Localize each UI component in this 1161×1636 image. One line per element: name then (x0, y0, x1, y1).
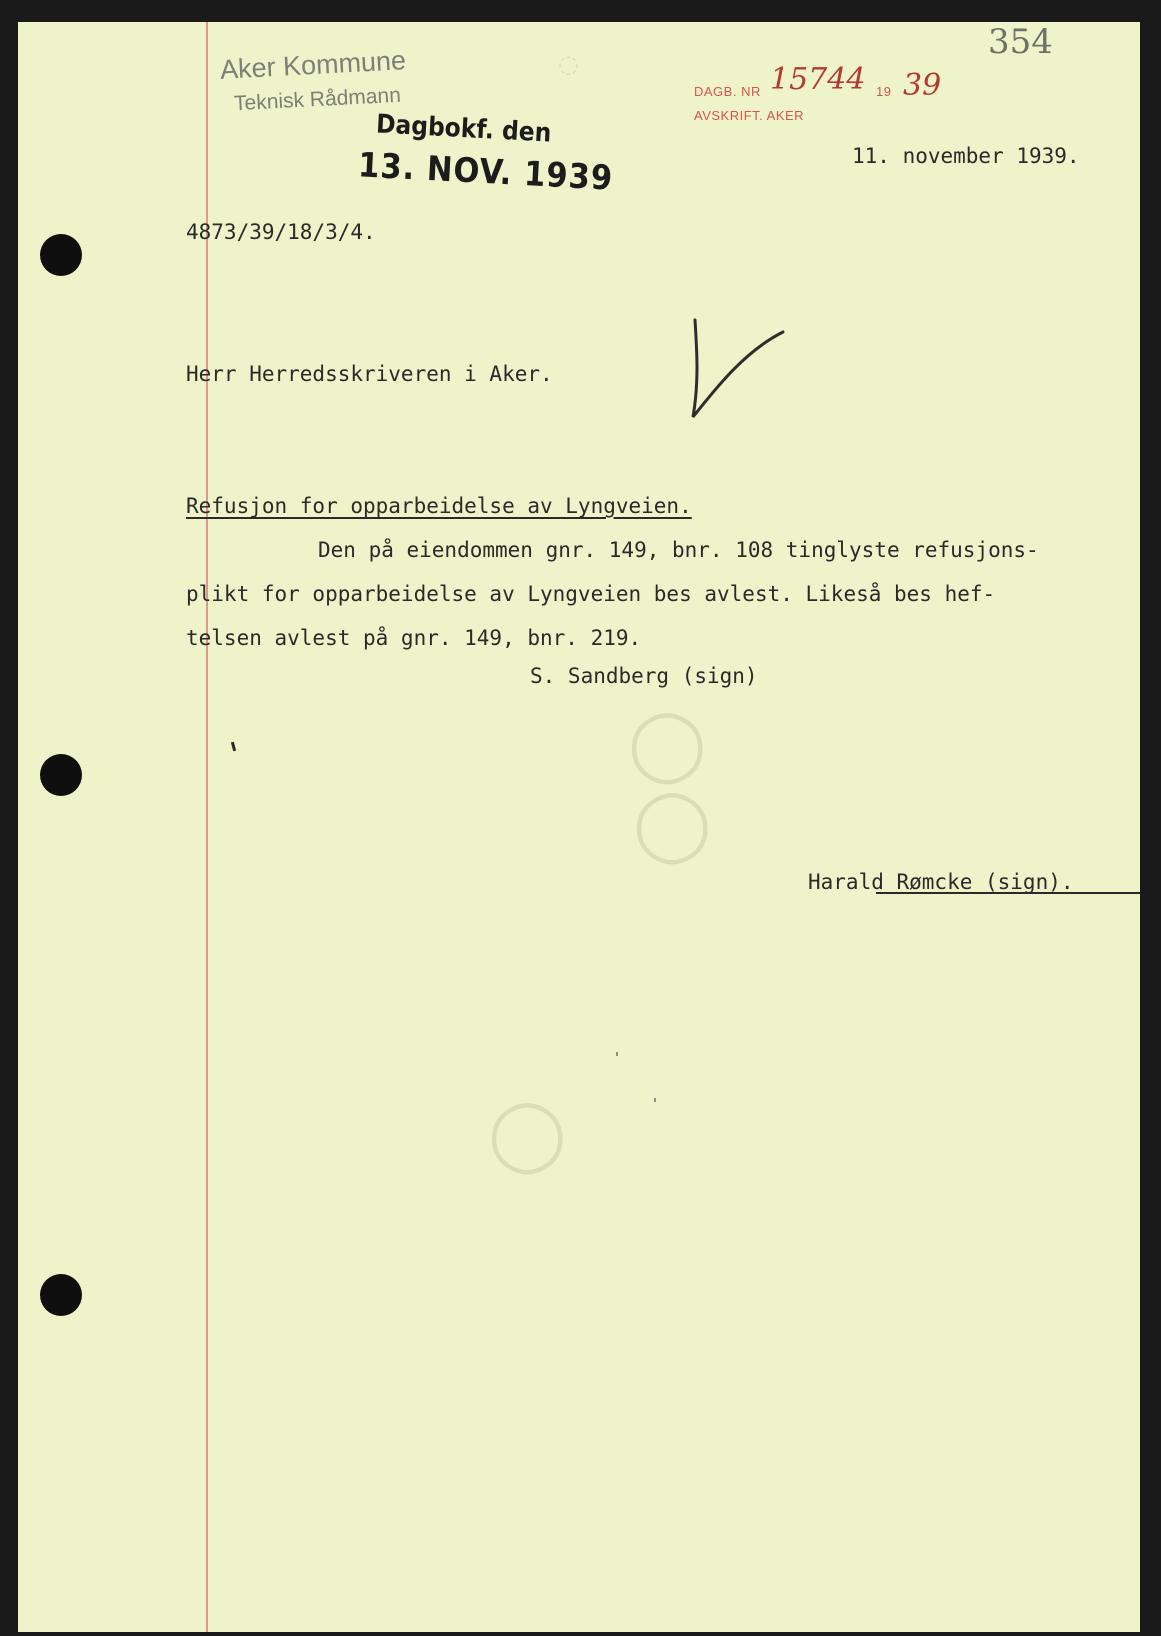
paragraph-line-1: Den på eiendommen gnr. 149, bnr. 108 tinglyste refusjons- (318, 538, 1039, 562)
document-page (18, 22, 1140, 1632)
bleed-through-mark: ◯ (633, 782, 712, 864)
ink-mark (231, 742, 236, 751)
dagb-number: 15744 (770, 62, 866, 97)
avskrift-label: AVSKRIFT. AKER (694, 108, 805, 123)
subject-line: Refusjon for opparbeidelse av Lyngveien. (186, 494, 692, 518)
dagb-label: DAGB. NR (694, 84, 761, 99)
punch-hole (40, 1274, 82, 1316)
addressee: Herr Herredsskriveren i Aker. (186, 362, 553, 386)
page-number: 354 (988, 22, 1053, 62)
speck (616, 1052, 618, 1056)
bleed-through-mark: ◌ (558, 50, 579, 78)
paragraph-line-3: telsen avlest på gnr. 149, bnr. 219. (186, 626, 642, 650)
check-mark-icon (683, 312, 793, 432)
paragraph-line-2: plikt for opparbeidelse av Lyngveien bes avlest. Likeså bes hef- (186, 582, 996, 606)
bleed-through-mark: ◯ (488, 1092, 567, 1174)
letter-date: 11. november 1939. (852, 144, 1080, 168)
reference-number: 4873/39/18/3/4. (186, 220, 376, 244)
signature-romcke: Harald Rømcke (sign). (808, 870, 1074, 894)
margin-rule (206, 22, 208, 1632)
dagb-year: 39 (903, 68, 942, 103)
received-stamp-label: Dagbokf. den (375, 109, 553, 149)
speck (654, 1098, 656, 1102)
letterhead-department: Teknisk Rådmann (233, 83, 402, 116)
bleed-through-mark: ◯ (628, 702, 707, 784)
signature-sandberg: S. Sandberg (sign) (530, 664, 758, 688)
punch-hole (40, 234, 82, 276)
letterhead-municipality: Aker Kommune (219, 45, 407, 85)
punch-hole (40, 754, 82, 796)
received-stamp-date: 13. NOV. 1939 (357, 145, 615, 199)
dagb-year-prefix: 19 (876, 84, 892, 99)
